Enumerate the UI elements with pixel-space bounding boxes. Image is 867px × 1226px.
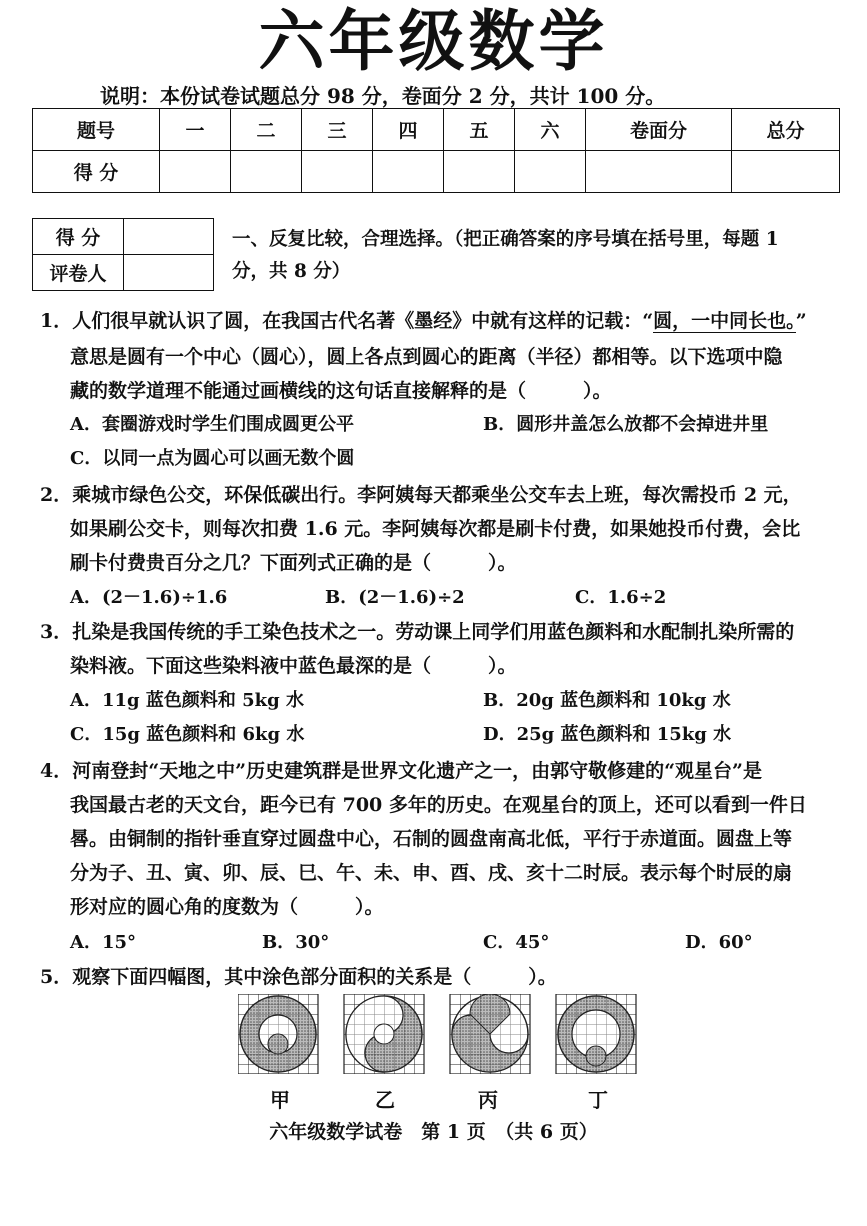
page-title: 六年级数学	[258, 3, 609, 80]
q2-number: 2．	[40, 484, 73, 506]
q4-option-a[interactable]: A．15°	[70, 932, 137, 953]
q2-line3: 刷卡付费贵百分之几？下面列式正确的是（ ）。	[70, 552, 517, 574]
header-cell: 五	[444, 109, 515, 151]
q2-text: 乘城市绿色公交，环保低碳出行。李阿姨每天都乘坐公交车去上班，每次需投币 2 元，	[72, 484, 802, 506]
figure-bing	[450, 994, 530, 1074]
figure-ding	[556, 994, 636, 1074]
q4-line3: 晷。由铜制的指针垂直穿过圆盘中心，石制的圆盘南高北低，平行于赤道面。圆盘上等	[70, 828, 793, 850]
header-cell: 二	[231, 109, 302, 151]
grader-table	[32, 218, 214, 291]
header-cell: 四	[373, 109, 444, 151]
q5-line1	[40, 962, 557, 989]
q3-option-d[interactable]: D．25g 蓝色颜料和 15kg 水	[483, 724, 732, 745]
score-table	[32, 108, 840, 193]
score-cell[interactable]	[373, 151, 444, 193]
section-1-heading	[232, 224, 842, 288]
q1-underlined-quote: 圆，一中同长也。	[653, 310, 796, 332]
q1-line3: 藏的数学道理不能通过画横线的这句话直接解释的是（ ）。	[70, 380, 612, 402]
grader-score-cell[interactable]	[124, 219, 214, 255]
figure-label-jia: 甲	[270, 1088, 290, 1112]
q2-option-c[interactable]: C．1.6÷2	[575, 587, 667, 608]
header-cell: 卷面分	[586, 109, 732, 151]
figure-yi	[344, 994, 424, 1074]
q4-option-b[interactable]: B．30°	[262, 932, 330, 953]
q1-option-c[interactable]: C．以同一点为圆心可以画无数个圆	[70, 448, 355, 469]
row-label: 得 分	[33, 151, 160, 193]
figure-label-bing: 丙	[478, 1088, 498, 1112]
header-cell: 六	[515, 109, 586, 151]
score-cell[interactable]	[444, 151, 515, 193]
q3-number: 3．	[40, 621, 73, 643]
score-table-row	[33, 151, 840, 193]
q4-text: 河南登封“天地之中”历史建筑群是世界文化遗产之一，由郭守敬修建的“观星台”是	[72, 760, 762, 782]
q1-option-b[interactable]: B．圆形井盖怎么放都不会掉进井里	[483, 414, 769, 435]
score-cell[interactable]	[231, 151, 302, 193]
header-cell: 题号	[33, 109, 160, 151]
header-cell: 总分	[732, 109, 840, 151]
score-cell[interactable]	[160, 151, 231, 193]
q5-text: 观察下面四幅图，其中涂色部分面积的关系是（ ）。	[72, 966, 557, 988]
q3-line1	[40, 617, 794, 644]
grader-name-cell[interactable]	[124, 255, 214, 291]
q2-option-b[interactable]: B．(2－1.6)÷2	[325, 587, 465, 608]
q1-line2: 意思是圆有一个中心（圆心），圆上各点到圆心的距离（半径）都相等。以下选项中隐	[70, 346, 783, 368]
q1-number: 1．	[40, 310, 73, 332]
score-cell[interactable]	[586, 151, 732, 193]
q4-line2: 我国最古老的天文台，距今已有 700 多年的历史。在观星台的顶上，还可以看到一件日	[70, 794, 807, 816]
q3-option-c[interactable]: C．15g 蓝色颜料和 6kg 水	[70, 724, 305, 745]
page-footer: 六年级数学试卷 第 1 页 （共 6 页）	[269, 1121, 598, 1143]
header-cell: 三	[302, 109, 373, 151]
figure-label-ding: 丁	[588, 1088, 608, 1112]
grader-score-label: 得 分	[33, 219, 124, 255]
q5-figures	[238, 994, 638, 1074]
score-cell[interactable]	[302, 151, 373, 193]
q3-option-a[interactable]: A．11g 蓝色颜料和 5kg 水	[70, 690, 304, 711]
score-cell[interactable]	[515, 151, 586, 193]
score-cell[interactable]	[732, 151, 840, 193]
q4-line4: 分为子、丑、寅、卯、辰、巳、午、未、申、酉、戌、亥十二时辰。表示每个时辰的扇	[70, 862, 793, 884]
q3-option-b[interactable]: B．20g 蓝色颜料和 10kg 水	[483, 690, 731, 711]
q2-option-a[interactable]: A．(2－1.6)÷1.6	[70, 587, 228, 608]
q2-line2: 如果刷公交卡，则每次扣费 1.6 元。李阿姨每次都是刷卡付费，如果她投币付费，会比	[70, 518, 801, 540]
q1-line1	[40, 306, 807, 333]
q4-option-d[interactable]: D．60°	[685, 932, 753, 953]
q2-line1	[40, 480, 802, 507]
q1-text-end: ”	[795, 310, 807, 332]
q5-number: 5．	[40, 966, 73, 988]
figure-label-yi: 乙	[375, 1088, 395, 1112]
q4-line5: 形对应的圆心角的度数为（ ）。	[70, 896, 384, 918]
score-table-header-row	[33, 109, 840, 151]
figure-jia	[238, 994, 318, 1074]
section-1-line: 分，共 8 分）	[232, 261, 351, 282]
q3-line2: 染料液。下面这些染料液中蓝色最深的是（ ）。	[70, 655, 517, 677]
q1-text: 人们很早就认识了圆，在我国古代名著《墨经》中就有这样的记载：“	[72, 310, 654, 332]
q4-line1	[40, 756, 762, 783]
q3-text: 扎染是我国传统的手工染色技术之一。劳动课上同学们用蓝色颜料和水配制扎染所需的	[72, 621, 795, 643]
header-cell: 一	[160, 109, 231, 151]
q4-option-c[interactable]: C．45°	[483, 932, 550, 953]
exam-note: 说明：本份试卷试题总分 98 分，卷面分 2 分，共计 100 分。	[100, 84, 666, 108]
q1-option-a[interactable]: A．套圈游戏时学生们围成圆更公平	[70, 414, 354, 435]
q4-number: 4．	[40, 760, 73, 782]
grader-name-label: 评卷人	[33, 255, 124, 291]
section-1-line: 一、反复比较，合理选择。（把正确答案的序号填在括号里，每题 1	[232, 229, 779, 250]
